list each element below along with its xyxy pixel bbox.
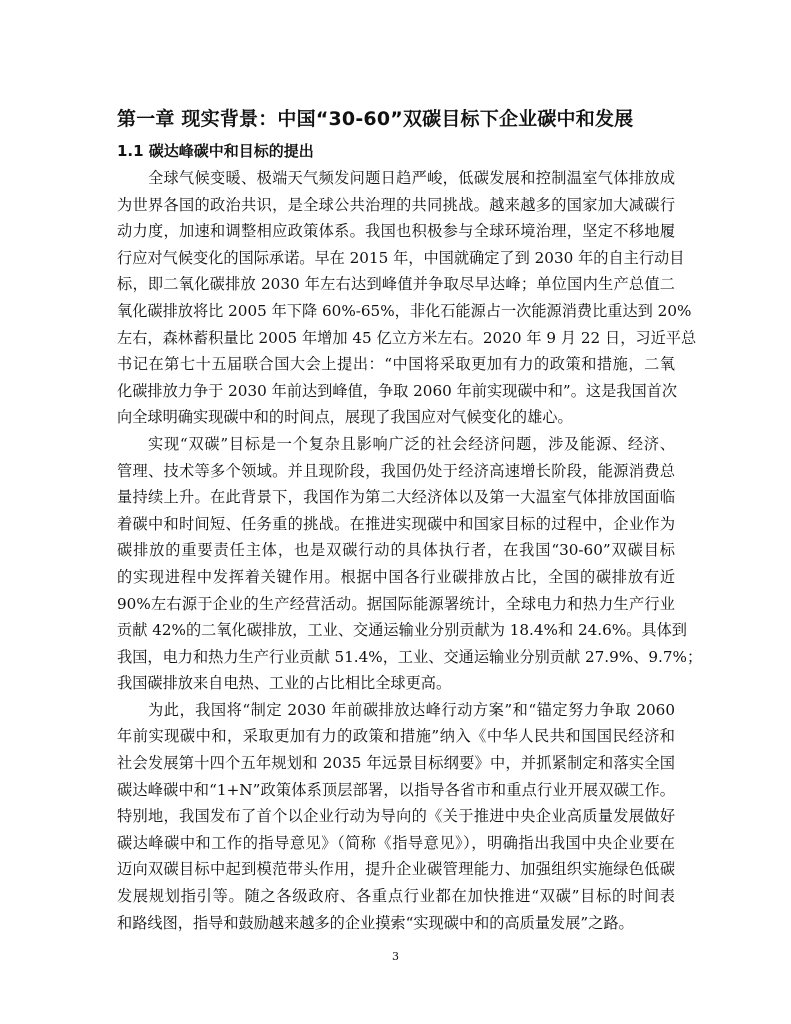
paragraph (117, 165, 697, 431)
chapter-title: 第一章 现实背景：中国“30-60”双碳目标下企业碳中和发展 (117, 108, 634, 130)
text-line: 为世界各国的政治共识，是全球公共治理的共同挑战。越来越多的国家加大减碳行 (117, 195, 675, 214)
text-line: 碳排放的重要责任主体，也是双碳行动的具体执行者，在我国“30-60”双碳目标 (117, 541, 675, 560)
text-line: 年前实现碳中和，采取更加有力的政策和措施”纳入《中华人民共和国国民经济和 (117, 727, 675, 746)
section-title: 1.1 碳达峰碳中和目标的提出 (117, 142, 314, 160)
text-line: 标，即二氧化碳排放 2030 年左右达到峰值并争取尽早达峰；单位国内生产总值二 (117, 275, 675, 294)
text-line: 左右，森林蓄积量比 2005 年增加 45 亿立方米左右。2020 年 9 月 22 日，习近平总 (117, 328, 697, 347)
text-line: 社会发展第十四个五年规划和 2035 年远景目标纲要》中，并抓紧制定和落实全国 (117, 754, 675, 773)
text-line: 量持续上升。在此背景下，我国作为第二大经济体以及第一大温室气体排放国面临 (117, 488, 675, 507)
text-line: 的实现进程中发挥着关键作用。根据中国各行业碳排放占比，全国的碳排放有近 (117, 567, 675, 586)
text-line: 迈向双碳目标中起到模范带头作用，提升企业碳管理能力、加强组织实施绿色低碳 (117, 860, 675, 879)
paragraph (117, 697, 675, 936)
body-text (117, 165, 703, 936)
text-line: 全球气候变暖、极端天气频发问题日趋严峻，低碳发展和控制温室气体排放成 (148, 169, 675, 187)
text-line: 氧化碳排放将比 2005 年下降 60%-65%，非化石能源占一次能源消费比重达到 20% (117, 301, 692, 320)
text-line: 碳达峰碳中和“1+N”政策体系顶层部署，以指导各省市和重点行业开展双碳工作。 (117, 780, 675, 799)
text-line: 我国，电力和热力生产行业贡献 51.4%，工业、交通运输业分别贡献 27.9%、9.7%； (117, 647, 703, 666)
paragraph (117, 431, 703, 697)
text-line: 实现“双碳”目标是一个复杂且影响广泛的社会经济问题，涉及能源、经济、 (148, 434, 675, 453)
text-line: 贡献 42%的二氧化碳排放，工业、交通运输业分别贡献为 18.4%和 24.6%。具体到 (117, 621, 687, 640)
text-line: 发展规划指引等。随之各级政府、各重点行业都在加快推进“双碳”目标的时间表 (117, 887, 675, 906)
page-number: 3 (392, 950, 399, 963)
text-line: 和路线图，指导和鼓励越来越多的企业摸索“实现碳中和的高质量发展”之路。 (117, 913, 634, 932)
text-line: 向全球明确实现碳中和的时间点，展现了我国应对气候变化的雄心。 (117, 408, 573, 427)
text-line: 化碳排放力争于 2030 年前达到峰值，争取 2060 年前实现碳中和”。这是我国首次 (117, 381, 678, 400)
text-line: 特别地，我国发布了首个以企业行动为导向的《关于推进中央企业高质量发展做好 (117, 807, 675, 826)
text-line: 碳达峰碳中和工作的指导意见》（简称《指导意见》），明确指出我国中央企业要在 (117, 833, 675, 852)
text-line: 着碳中和时间短、任务重的挑战。在推进实现碳中和国家目标的过程中，企业作为 (117, 514, 675, 533)
text-line: 书记在第七十五届联合国大会上提出：“中国将采取更加有力的政策和措施，二氧 (117, 355, 675, 374)
text-line: 我国碳排放来自电热、工业的占比相比全球更高。 (117, 674, 452, 693)
text-line: 为此，我国将“制定 2030 年前碳排放达峰行动方案”和“锚定努力争取 2060 (148, 700, 675, 719)
text-line: 管理、技术等多个领域。并且现阶段，我国仍处于经济高速增长阶段，能源消费总 (117, 461, 675, 480)
text-line: 动力度，加速和调整相应政策体系。我国也积极参与全球环境治理，坚定不移地履 (117, 222, 675, 241)
text-line: 90%左右源于企业的生产经营活动。据国际能源署统计，全球电力和热力生产行业 (117, 594, 675, 613)
text-line: 行应对气候变化的国际承诺。早在 2015 年，中国就确定了到 2030 年的自主行动目 (117, 248, 685, 267)
